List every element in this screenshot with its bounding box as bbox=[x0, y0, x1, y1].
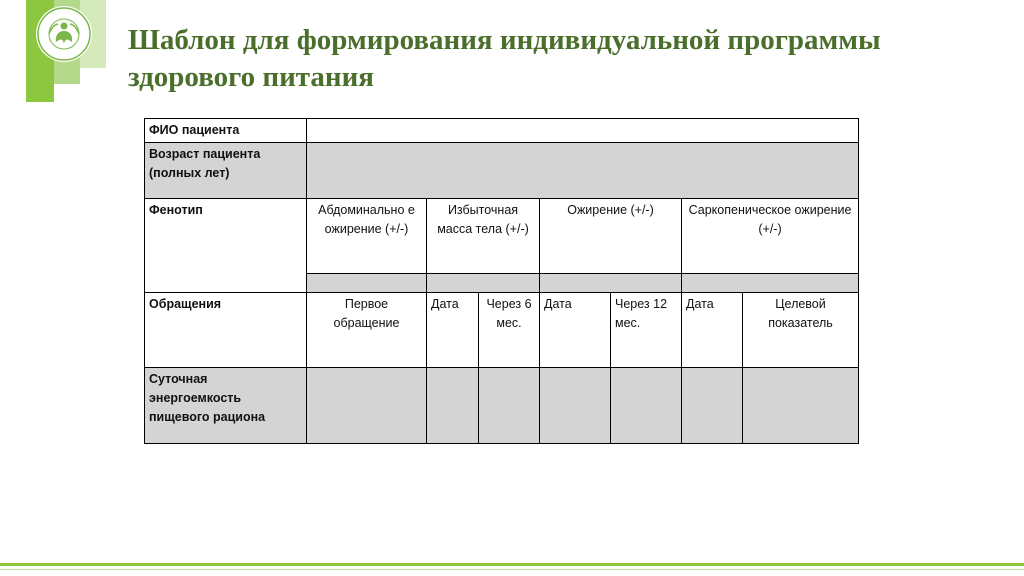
fio-value-cell[interactable] bbox=[307, 119, 859, 143]
energy-12-months-cell[interactable] bbox=[611, 368, 682, 444]
slide-title: Шаблон для формирования индивидуальной программы здорового питания bbox=[128, 24, 881, 93]
visit-target: Целевой показатель bbox=[743, 293, 859, 368]
energy-label: Суточная энергоемкость пищевого рациона bbox=[145, 368, 307, 444]
phenotype-overweight-value[interactable] bbox=[427, 274, 540, 293]
energy-first-cell[interactable] bbox=[307, 368, 427, 444]
visit-12-months: Через 12 мес. bbox=[611, 293, 682, 368]
table-row-energy bbox=[145, 368, 859, 444]
phenotype-obesity-value[interactable] bbox=[540, 274, 682, 293]
phenotype-overweight: Избыточная масса тела (+/-) bbox=[427, 199, 540, 274]
visit-date-3: Дата bbox=[682, 293, 743, 368]
table-row-phenotype bbox=[145, 199, 859, 274]
footer-stripe-thin bbox=[0, 569, 1024, 570]
footer-stripe bbox=[0, 563, 1024, 566]
energy-6-months-cell[interactable] bbox=[479, 368, 540, 444]
energy-date-2-cell[interactable] bbox=[540, 368, 611, 444]
visit-6-months: Через 6 мес. bbox=[479, 293, 540, 368]
table-row-age bbox=[145, 143, 859, 199]
table-row-fio bbox=[145, 119, 859, 143]
energy-date-1-cell[interactable] bbox=[427, 368, 479, 444]
visits-label: Обращения bbox=[145, 293, 307, 368]
visit-date-1: Дата bbox=[427, 293, 479, 368]
visit-first: Первое обращение bbox=[307, 293, 427, 368]
fio-label: ФИО пациента bbox=[145, 119, 307, 143]
age-label: Возраст пациента (полных лет) bbox=[145, 143, 307, 199]
energy-date-3-cell[interactable] bbox=[682, 368, 743, 444]
logo-seal bbox=[36, 6, 92, 62]
phenotype-sarcopenic: Саркопеническое ожирение (+/-) bbox=[682, 199, 859, 274]
phenotype-obesity: Ожирение (+/-) bbox=[540, 199, 682, 274]
nutrition-program-table bbox=[144, 118, 859, 444]
energy-target-cell[interactable] bbox=[743, 368, 859, 444]
phenotype-abdominal: Абдоминально е ожирение (+/-) bbox=[307, 199, 427, 274]
table-row-visits bbox=[145, 293, 859, 368]
phenotype-sarcopenic-value[interactable] bbox=[682, 274, 859, 293]
phenotype-abdominal-value[interactable] bbox=[307, 274, 427, 293]
visit-date-2: Дата bbox=[540, 293, 611, 368]
logo bbox=[26, 0, 108, 104]
age-value-cell[interactable] bbox=[307, 143, 859, 199]
logo-emblem-icon bbox=[36, 6, 92, 62]
phenotype-label: Фенотип bbox=[145, 199, 307, 293]
